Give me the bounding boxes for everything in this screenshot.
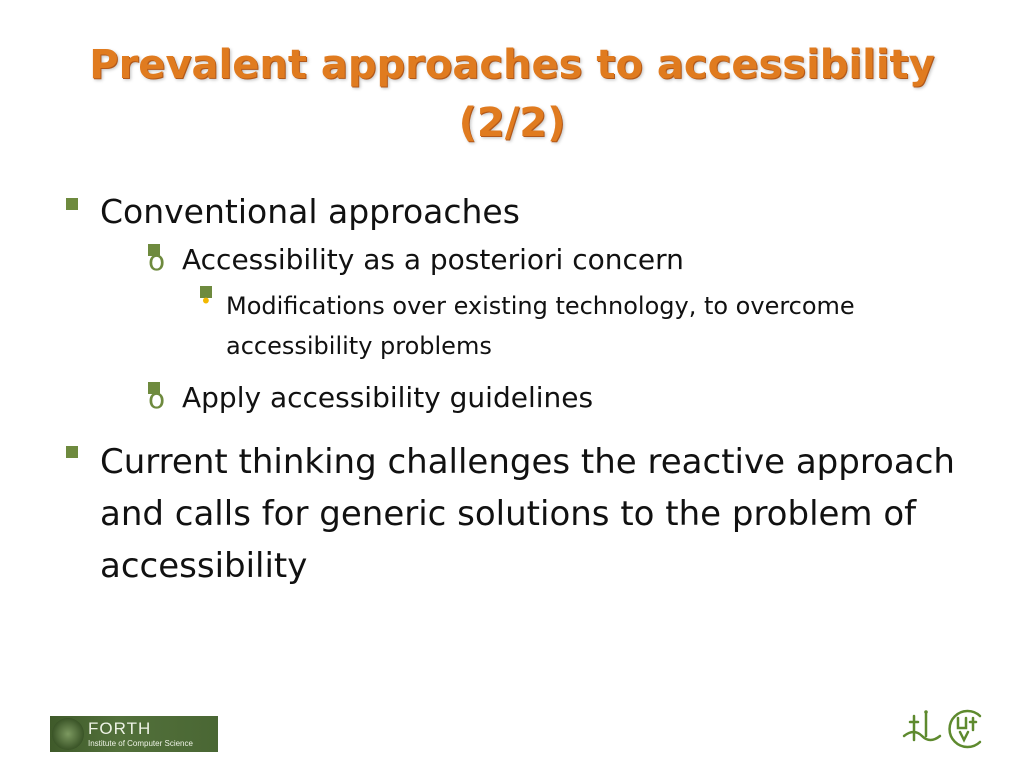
circle-bullet-icon: o <box>148 382 166 415</box>
forth-logo-subtitle: Institute of Computer Science <box>88 739 193 748</box>
bullet-text: Current thinking challenges the reactive approach and calls for generic solutions to the problem of accessibility <box>100 442 955 586</box>
slide-body <box>64 188 964 610</box>
square-bullet-icon <box>66 446 78 458</box>
bullet-level3 <box>100 286 964 366</box>
forth-emblem-icon <box>52 718 84 750</box>
circle-bullet-icon: o <box>148 244 166 277</box>
bullet-text: Modifications over existing technology, to overcome accessibility problems <box>226 292 855 360</box>
dot-bullet-icon: • <box>200 286 212 298</box>
hci-uaat-logo-icon <box>900 706 988 750</box>
bullet-text: Conventional approaches <box>100 192 520 231</box>
slide-title: Prevalent approaches to accessibility (2/2) <box>89 42 935 146</box>
bullet-level1 <box>64 436 964 592</box>
bullet-level2 <box>100 240 964 280</box>
forth-logo-name: FORTH <box>88 719 152 738</box>
forth-logo <box>50 716 218 752</box>
bullet-text: Apply accessibility guidelines <box>182 381 594 414</box>
bullet-level2 <box>100 378 964 418</box>
bullet-text: Accessibility as a posteriori concern <box>182 243 684 276</box>
bullet-level1 <box>64 188 964 418</box>
square-bullet-icon <box>66 198 78 210</box>
